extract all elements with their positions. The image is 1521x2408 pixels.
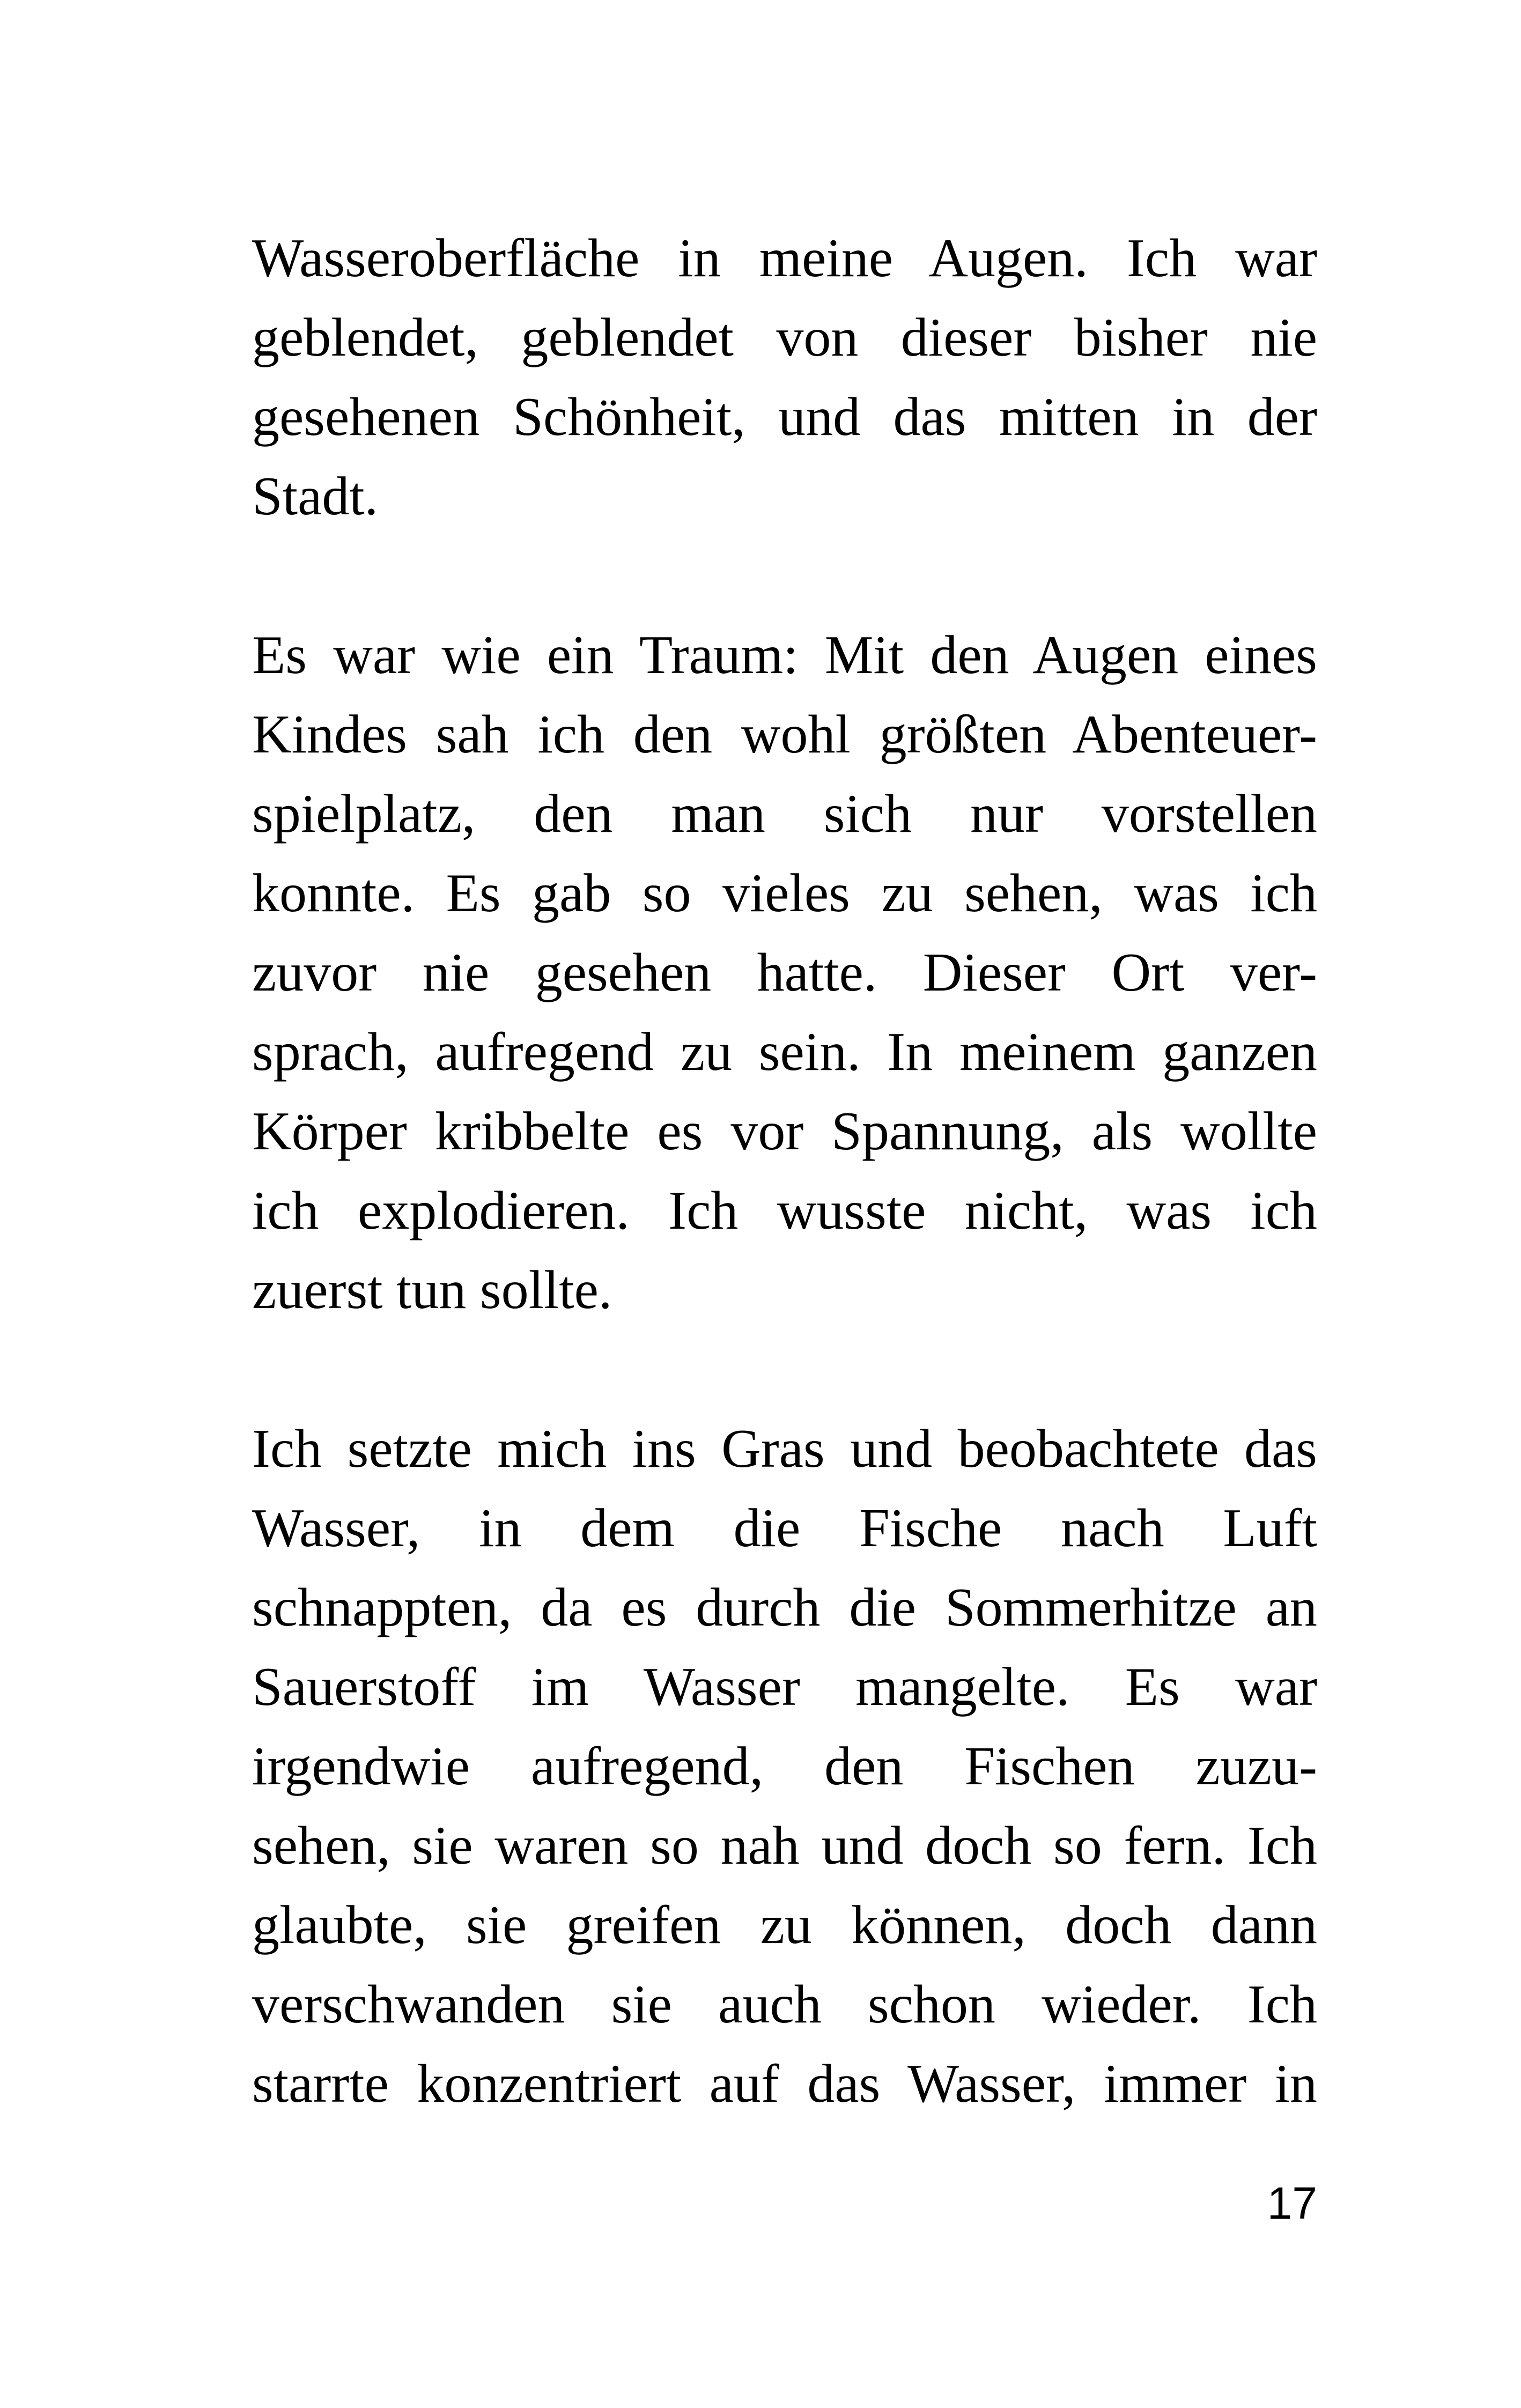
paragraph-1 [252, 219, 1317, 536]
text-line: verschwanden sie auch schon wieder. Ich [252, 1974, 1317, 2035]
text-line: konnte. Es gab so vieles zu sehen, was ich [252, 863, 1317, 924]
text-line: Sauerstoff im Wasser mangelte. Es war [252, 1657, 1317, 1717]
text-line: Ich setzte mich ins Gras und beobachtete das [252, 1419, 1317, 1479]
text-line: sehen, sie waren so nah und doch so fern. Ich [252, 1815, 1317, 1876]
text-line: zuerst tun sollte. [252, 1260, 612, 1320]
text-line: zuvor nie gesehen hatte. Dieser Ort ver- [252, 942, 1317, 1003]
text-line: Stadt. [252, 466, 379, 527]
text-line: Kindes sah ich den wohl größten Abenteuer- [252, 704, 1317, 765]
text-line: glaubte, sie greifen zu können, doch dann [252, 1895, 1317, 1955]
text-line: Wasseroberfläche in meine Augen. Ich war [252, 228, 1317, 289]
text-line: ich explodieren. Ich wusste nicht, was ich [252, 1180, 1317, 1241]
text-line: irgendwie aufregend, den Fischen zuzu- [252, 1736, 1317, 1797]
text-line: sprach, aufregend zu sein. In meinem ganzen [252, 1022, 1317, 1082]
paragraph-gap [252, 536, 1317, 616]
body-text [252, 219, 1317, 2124]
text-line: schnappten, da es durch die Sommerhitze an [252, 1577, 1317, 1638]
text-line: gesehenen Schönheit, und das mitten in der [252, 387, 1317, 447]
text-line: spielplatz, den man sich nur vorstellen [252, 784, 1317, 844]
page-number: 17 [1267, 2178, 1317, 2228]
paragraph-2 [252, 616, 1317, 1330]
paragraph-3 [252, 1409, 1317, 2124]
paragraph-gap [252, 1330, 1317, 1409]
text-line: geblendet, geblendet von dieser bisher nie [252, 307, 1317, 368]
text-line: Wasser, in dem die Fische nach Luft [252, 1498, 1317, 1558]
text-line: Es war wie ein Traum: Mit den Augen eines [252, 625, 1317, 685]
text-line: starrte konzentriert auf das Wasser, immer in [252, 2054, 1317, 2114]
text-line: Körper kribbelte es vor Spannung, als wollte [252, 1101, 1317, 1162]
